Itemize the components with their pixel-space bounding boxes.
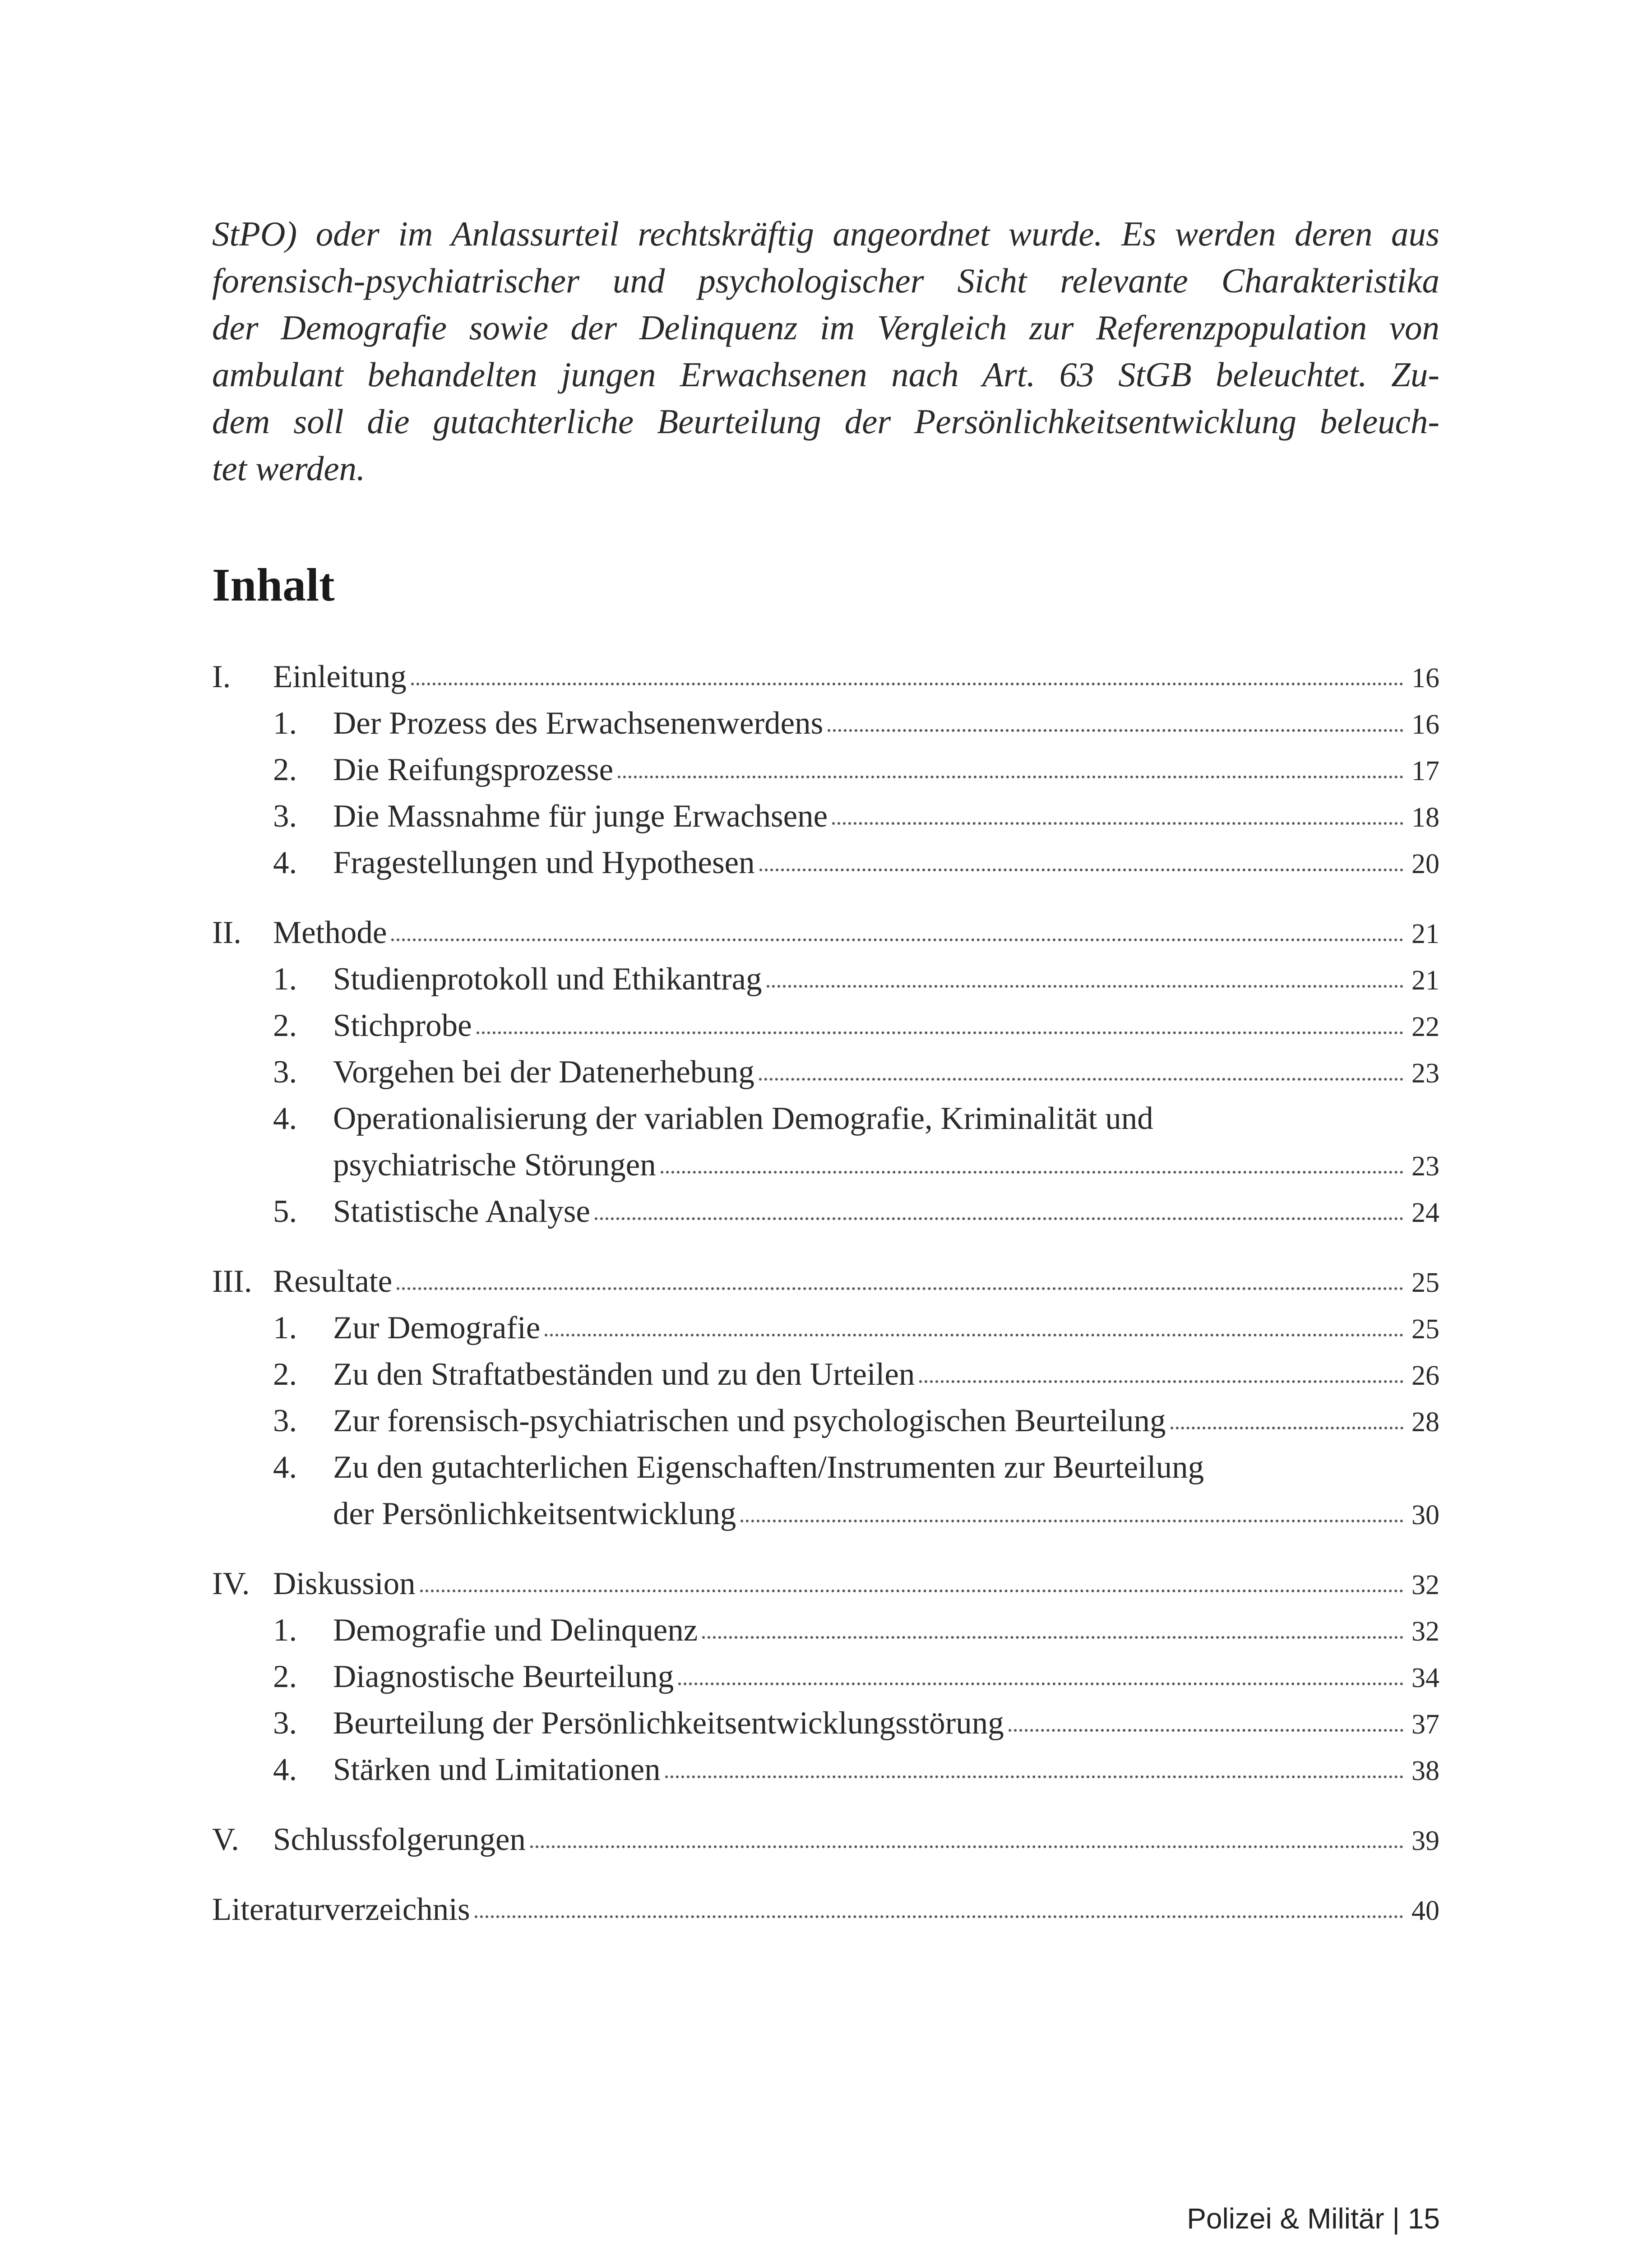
toc-title: Methode [273, 915, 387, 950]
toc-title: Schlussfolgerungen [273, 1822, 526, 1857]
toc-title: Vorgehen bei der Datenerhebung [333, 1054, 754, 1090]
toc-page-number: 38 [1411, 1756, 1439, 1786]
toc-page-number: 25 [1411, 1267, 1439, 1298]
toc-page-number: 32 [1411, 1570, 1439, 1600]
toc-item-row[interactable] [273, 961, 1439, 1008]
toc-page-number: 25 [1411, 1314, 1439, 1345]
intro-line: der Demografie sowie der Delinquenz im Vergleich zur Referenzpopulation von [212, 308, 1439, 347]
toc-item-row[interactable] [273, 845, 1439, 891]
section-spacer [212, 1240, 1439, 1263]
toc-leader-dots [545, 1327, 1403, 1336]
toc-number: 5. [273, 1194, 297, 1229]
intro-line: forensisch-psychiatrischer und psychologischer Sicht relevante Charakteristika [212, 261, 1439, 300]
toc-title: Zu den Straftatbeständen und zu den Urteilen [333, 1357, 915, 1392]
intro-line: ambulant behandelten jungen Erwachsenen nach Art. 63 StGB beleuchtet. Zu- [212, 355, 1439, 394]
toc-page-number: 21 [1411, 919, 1439, 949]
toc-title: Stichprobe [333, 1008, 472, 1043]
toc-leader-dots [411, 676, 1403, 685]
toc-title: Zu den gutachterlichen Eigenschaften/Instrumenten zur Beurteilung [333, 1450, 1204, 1485]
toc-leader-dots [767, 979, 1404, 988]
toc-bibliography-row[interactable] [212, 1891, 1439, 1938]
toc-title: Demografie und Delinquenz [333, 1613, 698, 1648]
toc-leader-dots [828, 723, 1403, 732]
toc-leader-dots [702, 1630, 1403, 1639]
toc-number: 2. [273, 752, 297, 787]
toc-leader-dots [595, 1211, 1403, 1220]
section-spacer [212, 1798, 1439, 1821]
toc-leader-dots [759, 862, 1403, 871]
toc-page-number: 28 [1411, 1407, 1439, 1438]
toc-item-row[interactable] [273, 798, 1439, 845]
table-of-contents [212, 659, 1439, 1938]
toc-leader-dots [397, 1281, 1403, 1290]
toc-number: 3. [273, 1403, 297, 1438]
toc-page-number: 23 [1411, 1058, 1439, 1089]
toc-title: Diskussion [273, 1566, 416, 1601]
section-spacer [212, 1868, 1439, 1891]
toc-title: Literaturverzeichnis [212, 1892, 470, 1927]
toc-number: 2. [273, 1008, 297, 1043]
toc-title-continued: psychiatrische Störungen [333, 1147, 656, 1183]
toc-leader-dots [661, 1165, 1403, 1174]
toc-page-number: 16 [1411, 709, 1439, 740]
toc-title: Die Reifungsprozesse [333, 752, 614, 787]
toc-number: 4. [273, 1450, 297, 1485]
toc-number: 1. [273, 1613, 297, 1648]
toc-page-number: 26 [1411, 1360, 1439, 1391]
toc-item-row[interactable] [273, 705, 1439, 752]
toc-page-number: 34 [1411, 1663, 1439, 1693]
toc-item-row[interactable] [273, 1356, 1439, 1403]
toc-item-row[interactable] [273, 1752, 1439, 1798]
toc-item-row-continued[interactable] [273, 1496, 1439, 1542]
toc-page-number: 18 [1411, 802, 1439, 833]
toc-page-number: 39 [1411, 1826, 1439, 1856]
intro-line: tet werden. [212, 449, 366, 488]
toc-item-row[interactable] [273, 752, 1439, 798]
toc-page-number: 37 [1411, 1709, 1439, 1740]
toc-page-number: 40 [1411, 1895, 1439, 1926]
intro-line: dem soll die gutachterliche Beurteilung der Persönlichkeitsentwicklung beleuch- [212, 402, 1439, 441]
toc-section-row[interactable] [212, 1566, 1439, 1612]
toc-number: II. [212, 915, 242, 950]
toc-item-row[interactable] [273, 1054, 1439, 1100]
intro-paragraph [212, 210, 1439, 492]
toc-section-row[interactable] [212, 659, 1439, 705]
toc-title: Statistische Analyse [333, 1194, 590, 1229]
toc-page-number: 32 [1411, 1616, 1439, 1647]
toc-title: Resultate [273, 1264, 393, 1299]
toc-number: IV. [212, 1566, 250, 1601]
toc-item-row[interactable] [273, 1449, 1439, 1496]
toc-leader-dots [832, 816, 1403, 825]
toc-number: V. [212, 1822, 239, 1857]
intro-line: StPO) oder im Anlassurteil rechtskräftig angeordnet wurde. Es werden deren aus [212, 214, 1439, 253]
toc-leader-dots [678, 1676, 1403, 1685]
toc-title: Der Prozess des Erwachsenenwerdens [333, 706, 824, 741]
toc-number: 2. [273, 1659, 297, 1694]
toc-leader-dots [1171, 1420, 1403, 1429]
toc-title: Einleitung [273, 659, 407, 694]
toc-number: III. [212, 1264, 252, 1299]
toc-leader-dots [919, 1374, 1403, 1383]
toc-page-number: 21 [1411, 965, 1439, 996]
toc-heading: Inhalt [212, 559, 335, 611]
toc-leader-dots [740, 1513, 1403, 1522]
toc-number: 4. [273, 845, 297, 880]
toc-title: Zur forensisch-psychiatrischen und psychologischen Beurteilung [333, 1403, 1166, 1438]
toc-leader-dots [665, 1769, 1403, 1778]
toc-title: Fragestellungen und Hypothesen [333, 845, 755, 880]
toc-title-continued: der Persönlichkeitsentwicklung [333, 1496, 736, 1531]
toc-item-row[interactable] [273, 1659, 1439, 1705]
toc-item-row[interactable] [273, 1008, 1439, 1054]
toc-number: 1. [273, 706, 297, 741]
toc-page-number: 20 [1411, 849, 1439, 879]
toc-number: 3. [273, 1054, 297, 1090]
toc-page-number: 16 [1411, 663, 1439, 693]
toc-leader-dots [475, 1909, 1403, 1918]
toc-leader-dots [420, 1583, 1403, 1592]
toc-number: 3. [273, 1706, 297, 1741]
section-spacer [212, 1542, 1439, 1566]
toc-number: 1. [273, 962, 297, 997]
toc-page-number: 17 [1411, 756, 1439, 786]
toc-page-number: 24 [1411, 1197, 1439, 1228]
toc-number: 2. [273, 1357, 297, 1392]
toc-leader-dots [530, 1839, 1403, 1848]
toc-leader-dots [759, 1072, 1403, 1081]
page-footer: Polizei & Militär | 15 [1187, 2202, 1440, 2235]
toc-leader-dots [618, 769, 1403, 778]
toc-item-row[interactable] [273, 1310, 1439, 1356]
toc-number: 4. [273, 1101, 297, 1136]
toc-page-number: 30 [1411, 1500, 1439, 1530]
toc-item-row[interactable] [273, 1100, 1439, 1147]
toc-leader-dots [391, 932, 1403, 941]
toc-title: Stärken und Limitationen [333, 1752, 661, 1787]
toc-item-row[interactable] [273, 1612, 1439, 1659]
toc-item-row[interactable] [273, 1705, 1439, 1752]
toc-leader-dots [1009, 1723, 1403, 1732]
toc-page-number: 22 [1411, 1012, 1439, 1042]
toc-section-row[interactable] [212, 1821, 1439, 1868]
toc-page-number: 23 [1411, 1151, 1439, 1182]
toc-item-row[interactable] [273, 1193, 1439, 1240]
toc-title: Operationalisierung der variablen Demografie, Kriminalität und [333, 1101, 1153, 1136]
toc-title: Beurteilung der Persönlichkeitsentwicklungsstörung [333, 1706, 1004, 1741]
toc-item-row[interactable] [273, 1403, 1439, 1449]
toc-title: Studienprotokoll und Ethikantrag [333, 962, 762, 997]
toc-number: 4. [273, 1752, 297, 1787]
toc-title: Die Massnahme für junge Erwachsene [333, 799, 828, 834]
toc-section-row[interactable] [212, 1263, 1439, 1310]
toc-number: I. [212, 659, 231, 694]
toc-number: 1. [273, 1310, 297, 1345]
toc-leader-dots [477, 1025, 1403, 1034]
toc-title: Diagnostische Beurteilung [333, 1659, 674, 1694]
toc-number: 3. [273, 799, 297, 834]
toc-section-row[interactable] [212, 915, 1439, 961]
toc-title: Zur Demografie [333, 1310, 541, 1345]
toc-item-row-continued[interactable] [273, 1147, 1439, 1193]
section-spacer [212, 891, 1439, 915]
